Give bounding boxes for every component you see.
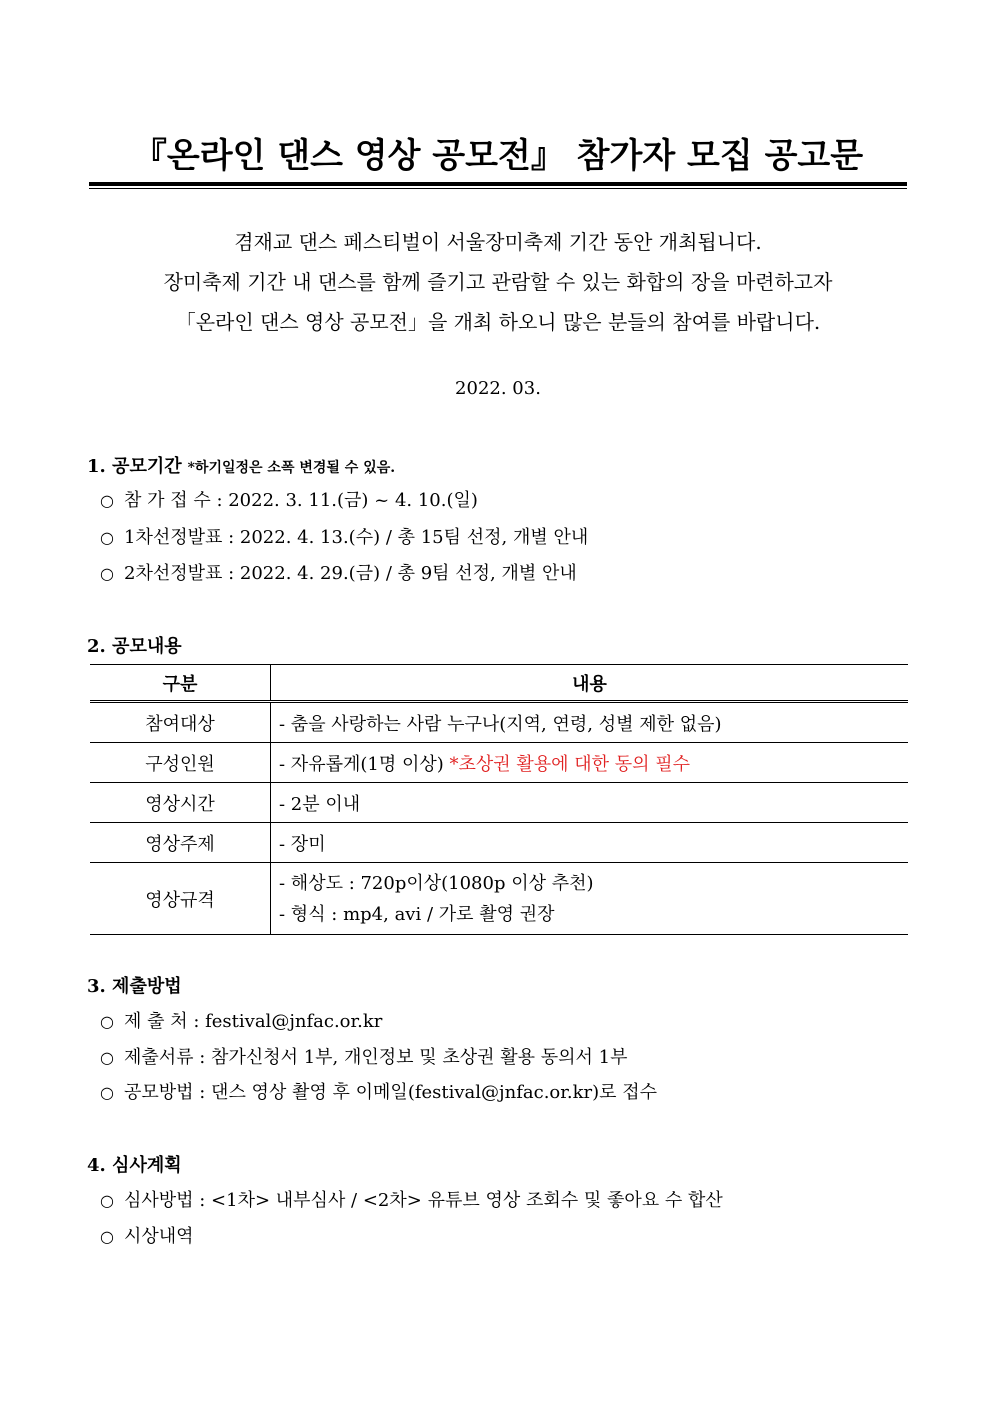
table-header-row <box>90 665 908 702</box>
row-content: - 춤을 사랑하는 사람 누구나(지역, 연령, 성별 제한 없음) <box>271 702 909 743</box>
row-content <box>271 743 909 783</box>
intro-line-3: 「온라인 댄스 영상 공모전」을 개최 하오니 많은 분들의 참여를 바랍니다. <box>175 310 821 334</box>
row-content <box>271 863 909 935</box>
schedule-text: 2차선정발표 : 2022. 4. 29.(금) / 총 9팀 선정, 개별 안내 <box>124 563 577 584</box>
table-row <box>90 863 908 935</box>
row-label: 영상시간 <box>90 783 271 823</box>
section-2-heading: 2. 공모내용 <box>87 636 182 657</box>
table-row <box>90 823 908 863</box>
row-content-line: - 해상도 : 720p이상(1080p 이상 추천) <box>279 872 594 894</box>
section-1-heading <box>87 452 395 478</box>
notice-date: 2022. 03. <box>455 378 541 399</box>
circle-bullet-icon: ○ <box>100 1227 114 1246</box>
circle-bullet-icon: ○ <box>100 1048 114 1067</box>
row-content: - 2분 이내 <box>271 783 909 823</box>
row-label: 참여대상 <box>90 702 271 743</box>
schedule-item <box>100 523 588 549</box>
page-title: 『온라인 댄스 영상 공모전』 참가자 모집 공고문 <box>132 136 864 176</box>
submission-text: 공모방법 : 댄스 영상 촬영 후 이메일(festival@jnfac.or.kr)로 접수 <box>124 1082 658 1103</box>
schedule-text: 참 가 접 수 : 2022. 3. 11.(금) ~ 4. 10.(일) <box>124 490 478 511</box>
intro-line-2: 장미축제 기간 내 댄스를 함께 즐기고 관람할 수 있는 화합의 장을 마련하고자 <box>163 270 833 294</box>
circle-bullet-icon: ○ <box>100 491 114 510</box>
intro-paragraph <box>90 222 906 342</box>
row-content-text: - 자유롭게(1명 이상) <box>279 753 450 775</box>
table-row <box>90 702 908 743</box>
row-label: 영상주제 <box>90 823 271 863</box>
row-content-line: - 형식 : mp4, avi / 가로 촬영 권장 <box>279 903 555 925</box>
section-1-note: *하기일정은 소폭 변경될 수 있음. <box>187 460 396 476</box>
table-row <box>90 743 908 783</box>
circle-bullet-icon: ○ <box>100 1012 114 1031</box>
title-rule-thin <box>89 188 907 189</box>
review-text: 심사방법 : <1차> 내부심사 / <2차> 유튜브 영상 조회수 및 좋아요 수 합산 <box>124 1190 723 1211</box>
submission-text: 제출서류 : 참가신청서 1부, 개인정보 및 초상권 활용 동의서 1부 <box>124 1047 628 1068</box>
circle-bullet-icon: ○ <box>100 1191 114 1210</box>
intro-line-1: 겸재교 댄스 페스티벌이 서울장미축제 기간 동안 개최됩니다. <box>234 230 762 254</box>
row-content: - 장미 <box>271 823 909 863</box>
title-rule-thick <box>89 182 907 186</box>
circle-bullet-icon: ○ <box>100 528 114 547</box>
table-header-content: 내용 <box>271 665 909 702</box>
review-item <box>100 1186 723 1212</box>
schedule-item <box>100 486 478 512</box>
circle-bullet-icon: ○ <box>100 564 114 583</box>
table-row <box>90 783 908 823</box>
contest-content-table <box>90 664 908 935</box>
section-4-heading: 4. 심사계획 <box>87 1155 182 1176</box>
submission-item <box>100 1043 628 1069</box>
review-item <box>100 1222 194 1248</box>
schedule-text: 1차선정발표 : 2022. 4. 13.(수) / 총 15팀 선정, 개별 안내 <box>124 527 589 548</box>
row-label: 구성인원 <box>90 743 271 783</box>
consent-required-note: *초상권 활용에 대한 동의 필수 <box>449 753 691 775</box>
section-1-title: 1. 공모기간 <box>87 456 182 477</box>
table-header-category: 구분 <box>90 665 271 702</box>
review-text: 시상내역 <box>124 1226 194 1247</box>
section-3-heading: 3. 제출방법 <box>87 976 182 997</box>
row-label: 영상규격 <box>90 863 271 935</box>
circle-bullet-icon: ○ <box>100 1083 114 1102</box>
submission-item <box>100 1078 657 1104</box>
submission-text: 제 출 처 : festival@jnfac.or.kr <box>124 1011 383 1032</box>
schedule-item <box>100 559 577 585</box>
submission-item <box>100 1007 382 1033</box>
